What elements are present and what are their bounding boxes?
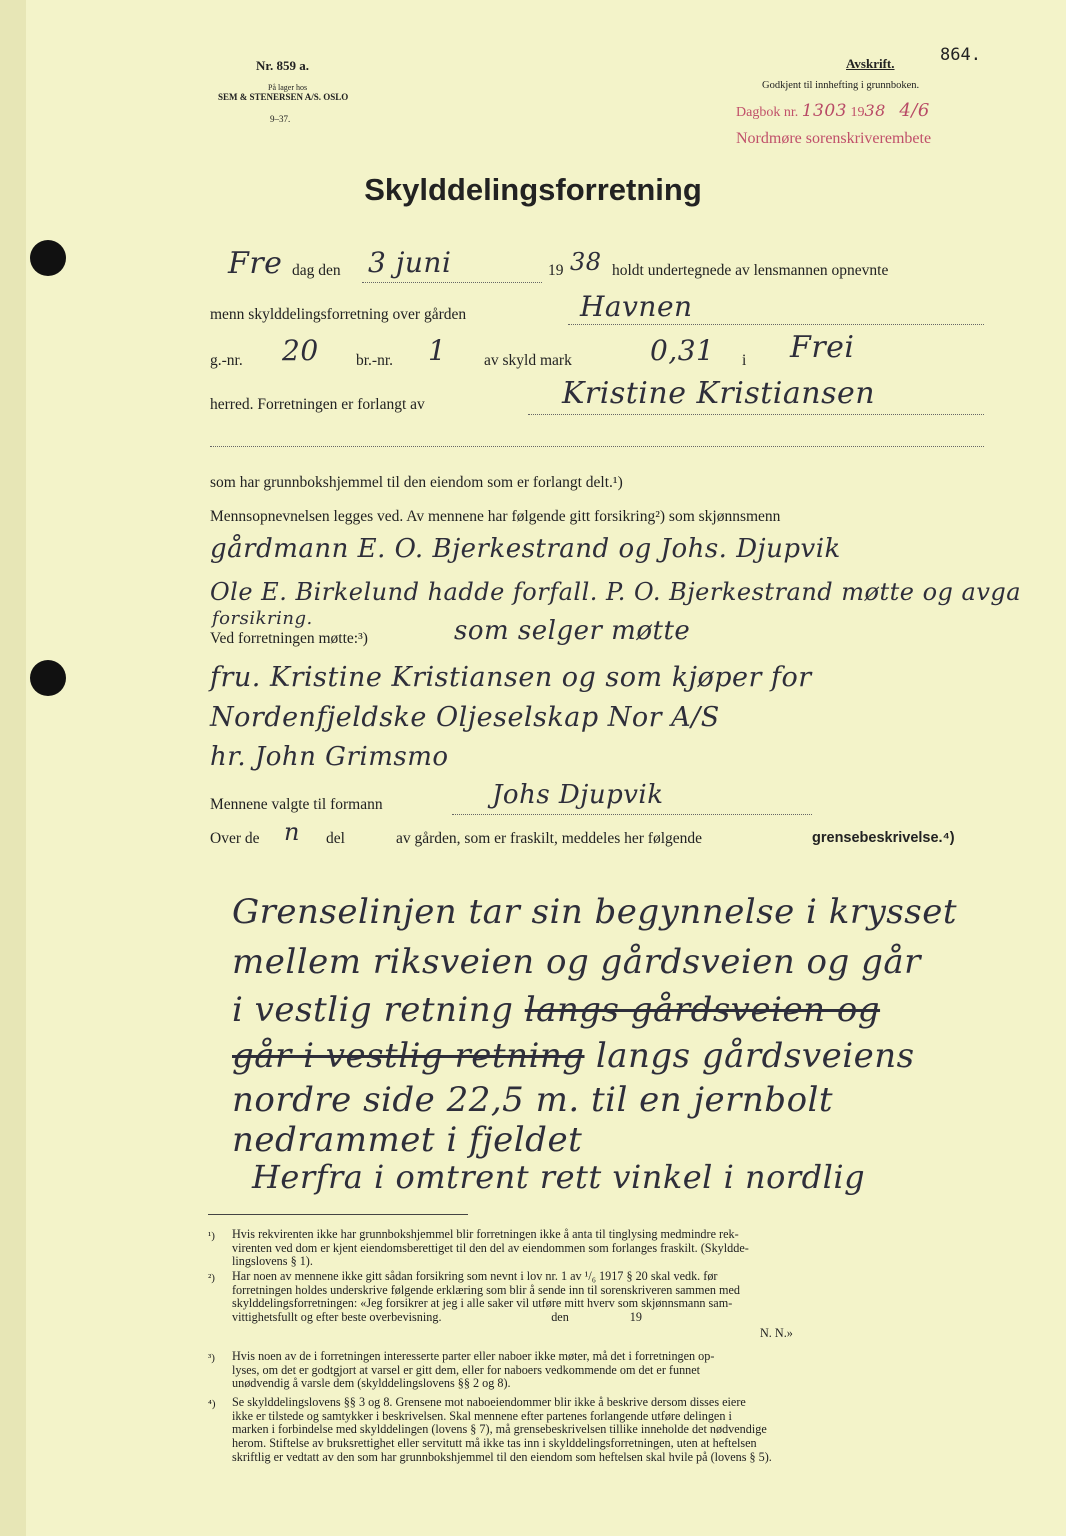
office-stamp: Nordmøre sorenskriverembete: [736, 130, 932, 147]
footnote-line: skriftlig er vedtatt av den som har grunnbokshjemmel til den eiendom som heftelsen skal hvile på (lovens § 5).: [232, 1449, 772, 1464]
footnote-divider: [208, 1214, 468, 1215]
boundary-text: nordre side 22,5 m. til en jernbolt: [232, 1080, 834, 1120]
held-text: holdt undertegnede av lensmannen opnevnte: [612, 262, 889, 279]
hjemmel-text: som har grunnbokshjemmel til den eiendom som er forlangt delt.¹): [210, 474, 623, 491]
farm-name: Havnen: [580, 290, 693, 323]
dagbok-date: 4/6: [899, 100, 930, 121]
footnote-3: [232, 1350, 984, 1391]
footnote-line: Se skylddelingslovens §§ 3 og 8. Grensene mot naboeiendommer blir ikke å beskrive dersom disses eiere: [232, 1395, 746, 1409]
boundary-line: [232, 1080, 833, 1120]
mennsop-text: Mennsopnevnelsen legges ved. Av mennene har følgende gitt forsikring²) som skjønnsmenn: [210, 508, 781, 525]
farm-dotted-line: [568, 324, 984, 325]
footnote-line: unødvendig å varsle dem (skylddelingslovens §§ 2 og 8).: [232, 1376, 511, 1391]
chair-value: Johs Djupvik: [492, 780, 664, 810]
attended-handwriting-4: hr. John Grimsmo: [210, 742, 449, 772]
footnote-line: lingslovens § 1).: [232, 1254, 313, 1269]
dagbok-label: Dagbok nr.: [736, 105, 799, 120]
day-prefix: Fre: [228, 246, 283, 281]
av-garden-text: av gården, som er fraskilt, meddeles her følgende: [396, 830, 703, 847]
boundary-struck-text: går i vestlig retning: [232, 1036, 585, 1076]
assurance-handwriting-3: forsikring.: [212, 608, 313, 629]
avskrift-label: Avskrift.: [846, 56, 895, 71]
attended-handwriting-3: Nordenfjeldske Oljeselskap Nor A/S: [210, 702, 720, 733]
skyld-label: av skyld mark: [484, 352, 572, 369]
bnr-value: 1: [428, 334, 447, 367]
requested-by: Kristine Kristiansen: [562, 376, 876, 411]
page-edge: [0, 0, 26, 1536]
gnr-label: g.-nr.: [210, 352, 243, 369]
bnr-label: br.-nr.: [356, 352, 394, 369]
footnote-line: vittighetsfullt og efter beste overbevisning. den 19: [232, 1310, 642, 1325]
boundary-line: [252, 1158, 865, 1196]
boundary-line: [232, 1120, 582, 1160]
footnote-line: lyses, om det er godtgjort at varsel er gitt dem, eller for naboers vedkommende om det er funnet: [232, 1362, 701, 1377]
document-title: Skylddelingsforretning: [364, 172, 702, 207]
footnote-1: [232, 1228, 984, 1269]
year-value: 38: [570, 248, 602, 276]
municipality: Frei: [790, 330, 855, 365]
footnote-line: virenten ved dom er kjent eiendomsberettiget til den del av eiendommen som forlanges fraskilt. (Skyldde-: [232, 1240, 749, 1255]
assurance-handwriting-1: gårdmann E. O. Bjerkestrand og Johs. Djupvik: [210, 534, 841, 564]
footnote-line: ikke er tilstede og samtykker i beskrivelsen. Skal mennene efter partenes forlangende utføre delingen i: [232, 1408, 732, 1423]
gnr-value: 20: [282, 334, 319, 367]
footnote-number: ¹): [208, 1230, 215, 1242]
i-label: i: [742, 352, 747, 369]
boundary-struck-text: langs gårdsveien og: [524, 990, 881, 1030]
dagbok-stamp: [736, 100, 930, 121]
form-number: Nr. 859 a.: [256, 58, 309, 73]
attended-handwriting-2: fru. Kristine Kristiansen og som kjøper for: [210, 662, 812, 693]
boundary-text: Grenselinjen tar sin begynnelse i krysset: [232, 892, 957, 932]
dagbok-year: 38: [864, 101, 886, 120]
chair-dotted-line: [452, 814, 812, 815]
date-value: 3 juni: [368, 246, 452, 279]
boundary-text: i vestlig retning: [232, 990, 525, 1030]
over-de-label: Over de: [210, 830, 260, 847]
footnote-number: ⁴): [208, 1398, 216, 1410]
publisher-line1: På lager hos: [268, 83, 308, 92]
year-prefix: 19: [548, 262, 564, 279]
publisher-line2: SEM & STENERSEN A/S. OSLO: [218, 92, 349, 102]
footnote-line: Hvis rekvirenten ikke har grunnbokshjemmel blir forretningen ikke å anta til tinglysing medmindre rek-: [232, 1227, 739, 1241]
skyld-value: 0,31: [650, 334, 715, 367]
approved-text: Godkjent til innhefting i grunnboken.: [762, 80, 920, 91]
boundary-text: mellem riksveien og gårdsveien og går: [232, 942, 921, 982]
attended-handwriting-1: som selger møtte: [454, 616, 691, 646]
del-label: del: [326, 830, 345, 847]
boundary-line: [232, 892, 957, 932]
footnote-2: [232, 1270, 984, 1325]
boundary-label: grensebeskrivelse.⁴): [812, 830, 955, 846]
form-date: 9–37.: [270, 114, 291, 124]
dag-den-label: dag den: [292, 262, 341, 279]
footnote-signature: N. N.»: [760, 1326, 793, 1340]
page-number: 864.: [940, 45, 981, 65]
footnote-4: [232, 1396, 984, 1465]
dagbok-year-prefix: 19: [850, 105, 865, 120]
footnote-line: marken i forbindelse med skylddelingen (lovens § 7), må grensebeskrivelsen tillike inneholde det nødvendige: [232, 1422, 767, 1437]
boundary-line: [232, 990, 880, 1030]
herred-label: herred. Forretningen er forlangt av: [210, 396, 425, 413]
boundary-line: [232, 942, 921, 982]
footnote-number: ²): [208, 1272, 215, 1284]
boundary-text: Herfra i omtrent rett vinkel i nordlig: [252, 1158, 866, 1196]
requester-dotted-line: [528, 414, 984, 415]
dagbok-number: 1303: [801, 101, 847, 121]
punch-hole: [30, 240, 66, 276]
chair-label: Mennene valgte til formann: [210, 796, 383, 813]
boundary-text: langs gårdsveiens: [584, 1036, 915, 1076]
over-de-value: n: [284, 818, 300, 846]
footnote-number: ³): [208, 1352, 215, 1364]
date-dotted-line: [362, 282, 542, 283]
footnote-line: herom. Stiftelse av bruksrettighet eller servitutt må ikke tas inn i skylddelingsforretningen, uten at heftelsen: [232, 1436, 757, 1451]
footnote-line: forretningen holdes underskrive følgende erklæring som blir å sende inn til sorenskriveren sammen med: [232, 1282, 741, 1297]
boundary-text: nedrammet i fjeldet: [232, 1120, 583, 1160]
blank-dotted-line: [210, 446, 984, 447]
punch-hole: [30, 660, 66, 696]
footnote-line: skylddelingsforretningen: «Jeg forsikrer at jeg i alle saker vil utføre mitt hverv som skjønnsmann sam-: [232, 1296, 733, 1311]
assurance-handwriting-2: Ole E. Birkelund hadde forfall. P. O. Bjerkestrand møtte og avga: [210, 578, 1022, 606]
attended-label: Ved forretningen møtte:³): [210, 630, 368, 647]
footnote-line: Har noen av mennene ikke gitt sådan forsikring som nevnt i lov nr. 1 av ¹/₆ 1917 § 20 skal vedk. før: [232, 1269, 718, 1283]
footnote-line: Hvis noen av de i forretningen interesserte parter eller naboer ikke møter, må det i forretningen op-: [232, 1349, 715, 1363]
line2-label: menn skylddelingsforretning over gården: [210, 306, 467, 323]
boundary-line: [232, 1036, 915, 1076]
